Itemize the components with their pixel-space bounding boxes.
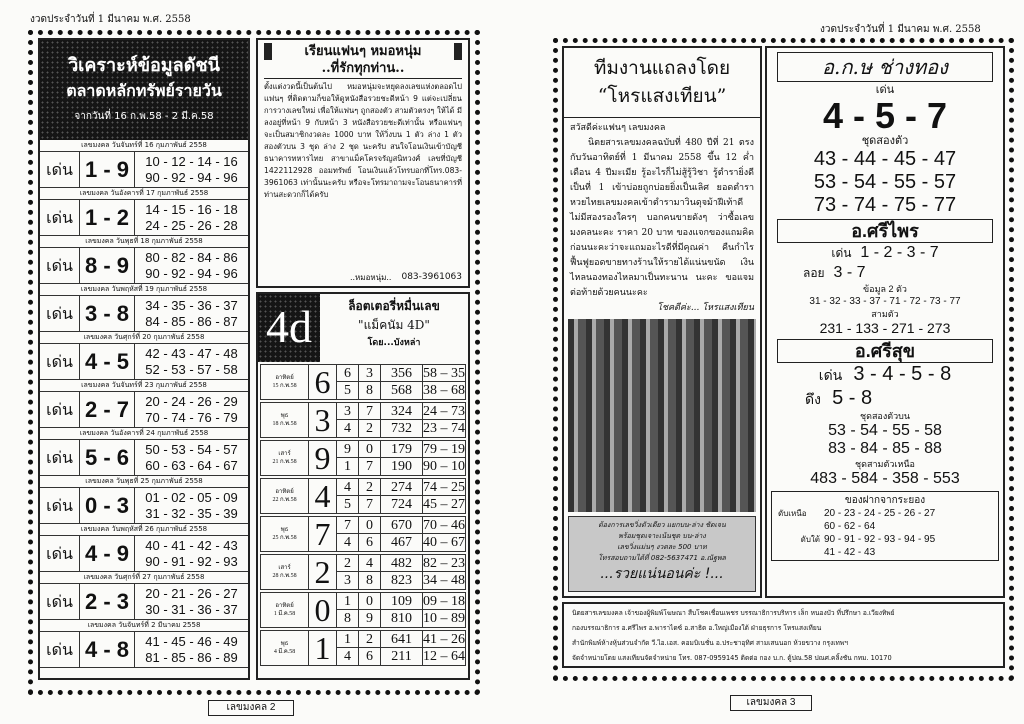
4d-cell: 12 – 64 <box>423 649 465 664</box>
index-day-row <box>40 572 248 620</box>
rayong-down-label: ดับใต้ <box>800 535 820 544</box>
4d-cell: 823 <box>380 572 422 589</box>
page-number-left: เลขมงคล 2 <box>208 700 294 716</box>
lead-digits: 1 - 2 <box>80 200 135 235</box>
predictions-panel <box>765 46 1005 598</box>
index-day-date: เลขมงคล วันอังคารที่ 24 กุมภาพันธ์ 2558 <box>40 428 248 440</box>
srisuk-title: อ.ศรีสุข <box>777 339 993 363</box>
4d-cell: 3 <box>358 365 380 382</box>
4d-cell: 641 <box>380 631 422 648</box>
pair-line-2: 70 - 74 - 76 - 79 <box>145 410 238 425</box>
lead-label: เด่น <box>40 392 80 427</box>
index-day-date: เลขมงคล วันจันทร์ที่ 2 มีนาคม 2558 <box>40 620 248 632</box>
pair-line-1: 20 - 21 - 26 - 27 <box>145 586 238 601</box>
4d-cell: 1 <box>336 631 358 648</box>
4d-cell: 10 – 89 <box>423 611 465 626</box>
lead-digits: 2 - 7 <box>80 392 135 427</box>
pair-line-1: 41 - 45 - 46 - 49 <box>145 634 238 649</box>
index-day-row <box>40 284 248 332</box>
lead-label: เด่น <box>40 632 80 667</box>
changthong-main: 4 - 5 - 7 <box>822 95 948 136</box>
index-day-date: เลขมงคล วันจันทร์ที่ 16 กุมภาพันธ์ 2558 <box>40 140 248 152</box>
srisuk-pull: 5 - 8 <box>832 387 873 409</box>
lead-label: เด่น <box>40 440 80 475</box>
index-day-date: เลขมงคล วันพุธที่ 18 กุมภาพันธ์ 2558 <box>40 236 248 248</box>
index-title-2: ตลาดหลักทรัพย์รายวัน <box>66 81 222 100</box>
pair-line-2: 31 - 32 - 35 - 39 <box>145 506 238 521</box>
lead-digits: 3 - 8 <box>80 296 135 331</box>
credits-line-2: กองบรรณาธิการ อ.ศรีไพร อ.พาราไดซ์ อ.สาธิต อ.ใหญ่เมืองใต้ ฝ่ายธุรการ โหรแสงเทียน <box>572 624 822 632</box>
4d-cell: 1 <box>336 593 358 610</box>
4d-digit: 7 <box>314 516 331 552</box>
4d-digit: 6 <box>314 364 331 400</box>
sriprai-three-label: สามตัว <box>871 309 899 319</box>
credits-line-3: สำนักพิมพ์ห้างหุ้นส่วนจำกัด วี.ไอ.เอส. คอมบิเนชั่น อ.ประชาอุทิศ สามเสนนอก ห้วยขวาง กรุงเทพฯ <box>572 639 848 647</box>
4d-cell: 670 <box>380 517 422 534</box>
pair-line-2: 24 - 25 - 26 - 28 <box>145 218 238 233</box>
lead-label: เด่น <box>40 152 80 187</box>
index-day-date: เลขมงคล วันศุกร์ที่ 20 กุมภาพันธ์ 2558 <box>40 332 248 344</box>
4d-cell: 6 <box>336 365 358 382</box>
4d-rows <box>258 364 468 666</box>
rayong-down-1: 90 - 91 - 92 - 93 - 94 - 95 <box>824 534 936 545</box>
index-day-date: เลขมงคล วันพฤหัสที่ 19 กุมภาพันธ์ 2558 <box>40 284 248 296</box>
pair-line-1: 80 - 82 - 84 - 86 <box>145 250 238 265</box>
4d-cell: 74 – 25 <box>423 480 465 495</box>
4d-cell: 4 <box>336 479 358 496</box>
4d-cell: 3 <box>336 403 358 420</box>
4d-cell: 34 – 48 <box>423 573 465 588</box>
promo-line: ต้องการเลขวิ่งตัวเดียว แยกบน-ล่าง ชัดเจน <box>598 521 726 529</box>
sriprai-lead-label: เด่น <box>831 246 852 260</box>
promo-line: โทรสอบถามได้ที่ 082-5637471 อ.ณัฐพล <box>598 554 726 562</box>
4d-draw-row <box>260 554 466 590</box>
4d-day: พุธ <box>280 413 289 419</box>
4d-cell: 2 <box>358 479 380 496</box>
promo-box <box>568 516 756 592</box>
lead-digits: 1 - 9 <box>80 152 135 187</box>
4d-cell: 356 <box>380 365 422 382</box>
4d-cell: 211 <box>380 648 422 665</box>
4d-cell: 190 <box>380 458 422 475</box>
credits-box <box>562 602 1005 668</box>
promo-line: เลขวิ่งแม่นๆ งวดละ 500 บาท <box>617 543 707 551</box>
srisuk-pull-label: ดึง <box>805 391 821 407</box>
4d-cell: 5 <box>336 496 358 513</box>
sriprai-three: 231 - 133 - 271 - 273 <box>819 320 951 336</box>
4d-date: 21 ก.พ.58 <box>272 459 297 465</box>
4d-cell: 2 <box>358 631 380 648</box>
4d-cell: 41 – 26 <box>423 632 465 647</box>
pair-line-1: 01 - 02 - 05 - 09 <box>145 490 238 505</box>
index-day-date: เลขมงคล วันศุกร์ที่ 27 กุมภาพันธ์ 2558 <box>40 572 248 584</box>
4d-day: เสาร์ <box>278 565 291 571</box>
pair-line-2: 90 - 92 - 94 - 96 <box>145 266 238 281</box>
changthong-set-1: 43 - 44 - 45 - 47 <box>813 148 957 170</box>
pair-line-1: 50 - 53 - 54 - 57 <box>145 442 238 457</box>
pair-line-1: 34 - 35 - 36 - 37 <box>145 298 238 313</box>
lead-digits: 2 - 3 <box>80 584 135 619</box>
lead-label: เด่น <box>40 536 80 571</box>
lead-digits: 4 - 5 <box>80 344 135 379</box>
pair-line-2: 60 - 63 - 64 - 67 <box>145 458 238 473</box>
notice-title-1: เรียนแฟนๆ หมอหนุ่ม <box>264 43 462 60</box>
changthong-label: เด่น <box>875 84 895 96</box>
rayong-up-2: 60 - 62 - 64 <box>824 521 876 532</box>
4d-cell: 467 <box>380 534 422 551</box>
lead-digits: 4 - 9 <box>80 536 135 571</box>
notice-sign: ..หมอหนุ่ม.. <box>349 273 392 282</box>
changthong-title: อ.ก.ษ ช่างทอง <box>777 52 993 82</box>
pair-line-2: 30 - 31 - 36 - 37 <box>145 602 238 617</box>
index-title-1: วิเคราะห์ข้อมูลดัชนี <box>68 55 220 76</box>
pair-line-1: 20 - 24 - 26 - 29 <box>145 394 238 409</box>
4d-cell: 4 <box>358 555 380 572</box>
issue-date-right: งวดประจำวันที่ 1 มีนาคม พ.ศ. 2558 <box>820 24 981 35</box>
4d-date: 1 มี.ค.58 <box>273 611 296 617</box>
4d-draw-row <box>260 402 466 438</box>
article-body: นิตยสารเลขมงคลฉบับที่ 480 ปีที่ 21 ตรงกับวันอาทิตย์ที่ 1 มีนาคม 2558 ขึ้น 12 ค่ำ เดือน 4 ปีมะเมีย รู้อะไรก็ไม่สู้รู้วิชา รู้ตำรายิ่งดีเป็นที่ 1 เข้าบ่อยถูกบ่อยยิ่งเป็นเลิศ ยอดตำราหวยไทยเลขมงคลเข้าตำรามาวินดุจม้าฝีเท้าดีไม่มีสองรองใครๆ บอกคนขายดังๆ ว่าซื้อเลขมงคลนะคะ ราคา 20 บาท ของแจกของแถมคิดก่อนนะคะว่าจะแถมอะไรดีที่มีคุณค่า คืนกำไรฟื้นฟูยอดขายทางร้านให้รายได้แน่นขนัด เงินไหลนองทองไหลมาเป็นทะนาน นะคะ ขอแจมต่อท้ายด้วยคนนะคะ <box>570 138 754 298</box>
4d-cell: 1 <box>336 458 358 475</box>
4d-cell: 732 <box>380 420 422 437</box>
4d-cell: 8 <box>358 572 380 589</box>
srisuk-lead: 3 - 4 - 5 - 8 <box>853 363 952 385</box>
notice-phone: 083-3961063 <box>401 272 462 282</box>
rayong-up-1: 20 - 23 - 24 - 25 - 26 - 27 <box>824 508 936 519</box>
rayong-title: ของฝากจากระยอง <box>844 495 926 506</box>
changthong-sub: ชุดสองตัว <box>861 135 909 147</box>
notice-title-2: ..ที่รักทุกท่าน.. <box>264 60 462 79</box>
4d-cell: 70 – 46 <box>423 518 465 533</box>
lead-label: เด่น <box>40 488 80 523</box>
index-day-date: เลขมงคล วันพุธที่ 25 กุมภาพันธ์ 2558 <box>40 476 248 488</box>
4d-date: 25 ก.พ.58 <box>272 535 297 541</box>
4d-cell: 8 <box>336 610 358 627</box>
index-day-date: เลขมงคล วันอังคารที่ 17 กุมภาพันธ์ 2558 <box>40 188 248 200</box>
4d-digit: 2 <box>314 554 331 590</box>
credits-line-1: นิตยสารเลขมงคล เจ้าของผู้พิมพ์โฆษณา สืบโชคเชื่อนเพชร บรรณาธิการบริหาร เล็ก หนองบัว ที่ปรึกษา อ.เวียงทิพย์ <box>572 609 895 617</box>
rayong-box <box>771 491 999 561</box>
mor-num-notice <box>256 38 470 288</box>
lead-label: เด่น <box>40 296 80 331</box>
4d-cell: 109 <box>380 593 422 610</box>
sriprai-lead: 1 - 2 - 3 - 7 <box>860 244 939 261</box>
4d-cell: 9 <box>336 441 358 458</box>
rayong-down-2: 41 - 42 - 43 <box>824 547 876 558</box>
4d-cell: 810 <box>380 610 422 627</box>
4d-day: พุธ <box>280 641 289 647</box>
pair-line-2: 81 - 85 - 86 - 89 <box>145 650 238 665</box>
srisuk-three-label: ชุดสามตัวเหนือ <box>855 459 915 469</box>
4d-digit: 4 <box>314 478 331 514</box>
lead-label: เด่น <box>40 200 80 235</box>
index-day-date: เลขมงคล วันพฤหัสที่ 26 กุมภาพันธ์ 2558 <box>40 524 248 536</box>
4d-cell: 82 – 23 <box>423 556 465 571</box>
4d-cell: 179 <box>380 441 422 458</box>
index-date-range: จากวันที่ 16 ก.พ.58 - 2 มี.ค.58 <box>74 111 214 122</box>
sriprai-two-label: ข้อมูล 2 ตัว <box>863 284 907 294</box>
4d-cell: 7 <box>358 458 380 475</box>
photo-image <box>568 319 756 512</box>
index-day-row <box>40 524 248 572</box>
index-day-date: เลขมงคล วันจันทร์ที่ 23 กุมภาพันธ์ 2558 <box>40 380 248 392</box>
pair-line-1: 10 - 12 - 14 - 16 <box>145 154 238 169</box>
4d-cell: 568 <box>380 382 422 399</box>
4d-logo: 4d <box>258 294 320 362</box>
4d-draw-row <box>260 440 466 476</box>
4d-cell: 45 – 27 <box>423 497 465 512</box>
4d-digit: 0 <box>314 592 331 628</box>
4d-cell: 0 <box>358 517 380 534</box>
index-day-row <box>40 188 248 236</box>
sriprai-two: 31 - 32 - 33 - 37 - 71 - 72 - 73 - 77 <box>809 296 961 307</box>
srisuk-two-2: 83 - 84 - 85 - 88 <box>828 440 942 457</box>
4d-draw-row <box>260 478 466 514</box>
4d-date: 4 มี.ค.58 <box>273 649 296 655</box>
credits-line-4: จัดจำหน่ายโดย แสงเทียนจัดจำหน่าย โทร. 087-0959145 ติดต่อ กอง บ.ก. ตู้ปณ.58 ปณศ.คลิ้งชัน กทม. 10170 <box>572 654 892 662</box>
promo-slogan: ...รวยแน่นอนค่ะ !... <box>600 566 724 582</box>
4d-digit: 9 <box>314 440 331 476</box>
4d-draw-row <box>260 516 466 552</box>
team-article-panel <box>562 46 762 598</box>
notice-body: ตั้งแต่งวดนี้เป็นต้นไป หมอหนุ่มจะหยุดลงเลขแห่งตลอดไป แฟนๆ ที่ติดตามก็ขอให้ดูหนังสือรวยชะดีหน้า 9 แต่จะเปลี่ยนการวางเลขใหม่ เพื่อให้แฟนๆ ถูกสองตัว สามตัวตรงๆ ให้ได้ มีลงอยู่ที่หน้า 9 กับหน้า 3 หนังสือรวยชะดีเท่านั้น หรือแฟนๆ จะเป็นสมาชิกงวดละ 1000 บาท ให้วิ่งบน 1 ตัว ล่าง 1 ตัว สองตัวบน 3 ชุด ล่าง 2 ชุด นะครับ สนใจโอนเงินเข้าบัญชีธนาคารทหารไทย สาขาแม็คโครจรัญสนิทวงศ์ เลขที่บัญชี 1422112928 ออมทรัพย์ โอนเงินแล้วโทรบอกที่โทร.083-3961063 เท่านั้นนะครับ หรือจะโทรมาถามจะโอนธนาคารที่ท่านสะดวกก็ได้ครับ <box>264 82 462 199</box>
4d-digit: 3 <box>314 402 331 438</box>
index-day-row <box>40 332 248 380</box>
changthong-set-3: 73 - 74 - 75 - 77 <box>813 194 957 216</box>
4d-draw-row <box>260 592 466 628</box>
4d-day: อาทิตย์ <box>275 375 294 381</box>
4d-cell: 7 <box>336 517 358 534</box>
index-day-row <box>40 236 248 284</box>
rayong-up-label: ดับเหนือ <box>778 509 807 518</box>
4d-digit: 1 <box>314 630 331 666</box>
4d-cell: 6 <box>358 534 380 551</box>
4d-cell: 2 <box>358 420 380 437</box>
4d-cell: 9 <box>358 610 380 627</box>
4d-cell: 724 <box>380 496 422 513</box>
promo-line: พร้อมชุดเจาะเน้นชุด บน-ล่าง <box>618 532 706 540</box>
pair-line-1: 14 - 15 - 16 - 18 <box>145 202 238 217</box>
lead-digits: 8 - 9 <box>80 248 135 283</box>
4d-cell: 90 – 10 <box>423 459 465 474</box>
issue-date-left: งวดประจำวันที่ 1 มีนาคม พ.ศ. 2558 <box>30 14 191 25</box>
page-number-right: เลขมงคล 3 <box>730 695 812 711</box>
srisuk-three: 483 - 584 - 358 - 553 <box>810 470 960 487</box>
4d-cell: 324 <box>380 403 422 420</box>
pair-line-1: 40 - 41 - 42 - 43 <box>145 538 238 553</box>
4d-cell: 4 <box>336 534 358 551</box>
4d-cell: 23 – 74 <box>423 421 465 436</box>
srisuk-two-label: ชุดสองตัวบน <box>859 411 910 421</box>
sriprai-float-label: ลอย <box>803 266 825 280</box>
srisuk-two-1: 53 - 54 - 55 - 58 <box>828 422 942 439</box>
index-analysis-header <box>40 40 248 140</box>
4d-cell: 79 – 19 <box>423 442 465 457</box>
4d-cell: 0 <box>358 593 380 610</box>
4d-draw-row <box>260 364 466 400</box>
4d-day: อาทิตย์ <box>275 603 294 609</box>
index-day-row <box>40 620 248 668</box>
index-analysis-panel <box>38 38 250 680</box>
4d-cell: 2 <box>336 555 358 572</box>
team-title-2: “โหรแสงเทียน” <box>597 85 727 107</box>
4d-draw-row <box>260 630 466 666</box>
4d-cell: 0 <box>358 441 380 458</box>
lead-digits: 0 - 3 <box>80 488 135 523</box>
4d-cell: 4 <box>336 420 358 437</box>
lead-digits: 4 - 8 <box>80 632 135 667</box>
4d-cell: 40 – 67 <box>423 535 465 550</box>
4d-cell: 38 – 68 <box>423 383 465 398</box>
index-day-row <box>40 140 248 188</box>
4d-date: 28 ก.พ.58 <box>272 573 297 579</box>
pair-line-1: 42 - 43 - 47 - 48 <box>145 346 238 361</box>
4d-cell: 7 <box>358 403 380 420</box>
4d-subtitle: "แม็คนัม 4D" <box>358 318 430 332</box>
4d-cell: 274 <box>380 479 422 496</box>
srisuk-lead-label: เด่น <box>818 367 843 383</box>
pair-line-2: 52 - 53 - 57 - 58 <box>145 362 238 377</box>
article-sign: โชคดีค่ะ... โหรแสงเทียน <box>657 303 754 313</box>
changthong-set-2: 53 - 54 - 55 - 57 <box>813 171 957 193</box>
4d-cell: 5 <box>336 382 358 399</box>
pair-line-2: 90 - 91 - 92 - 93 <box>145 554 238 569</box>
4d-author: โดย...บังหล่า <box>367 338 421 348</box>
magnum-4d-panel <box>256 292 470 680</box>
4d-cell: 3 <box>336 572 358 589</box>
4d-cell: 24 – 73 <box>423 404 465 419</box>
index-day-row <box>40 476 248 524</box>
lead-label: เด่น <box>40 584 80 619</box>
4d-cell: 58 – 35 <box>423 366 465 381</box>
sriprai-float: 3 - 7 <box>833 264 866 281</box>
4d-cell: 4 <box>336 648 358 665</box>
sriprai-title: อ.ศรีไพร <box>777 219 993 243</box>
article-greeting: สวัสดีค่ะแฟนๆ เลขมงคล <box>570 123 666 133</box>
4d-cell: 6 <box>358 648 380 665</box>
4d-cell: 8 <box>358 382 380 399</box>
4d-date: 22 ก.พ.58 <box>272 497 297 503</box>
4d-day: เสาร์ <box>278 451 291 457</box>
4d-cell: 7 <box>358 496 380 513</box>
lead-digits: 5 - 6 <box>80 440 135 475</box>
index-rows <box>40 140 248 668</box>
4d-cell: 482 <box>380 555 422 572</box>
team-title-1: ทีมงานแถลงโดย <box>593 57 731 79</box>
4d-cell: 09 – 18 <box>423 594 465 609</box>
lead-label: เด่น <box>40 344 80 379</box>
4d-day: อาทิตย์ <box>275 489 294 495</box>
index-day-row <box>40 380 248 428</box>
4d-title: ล็อตเตอรี่หมื่นเลข <box>348 299 440 313</box>
pair-line-2: 90 - 92 - 94 - 96 <box>145 170 238 185</box>
4d-date: 15 ก.พ.58 <box>272 383 297 389</box>
pair-line-2: 84 - 85 - 86 - 87 <box>145 314 238 329</box>
4d-date: 18 ก.พ.58 <box>272 421 297 427</box>
lead-label: เด่น <box>40 248 80 283</box>
index-day-row <box>40 428 248 476</box>
4d-day: พุธ <box>280 527 289 533</box>
